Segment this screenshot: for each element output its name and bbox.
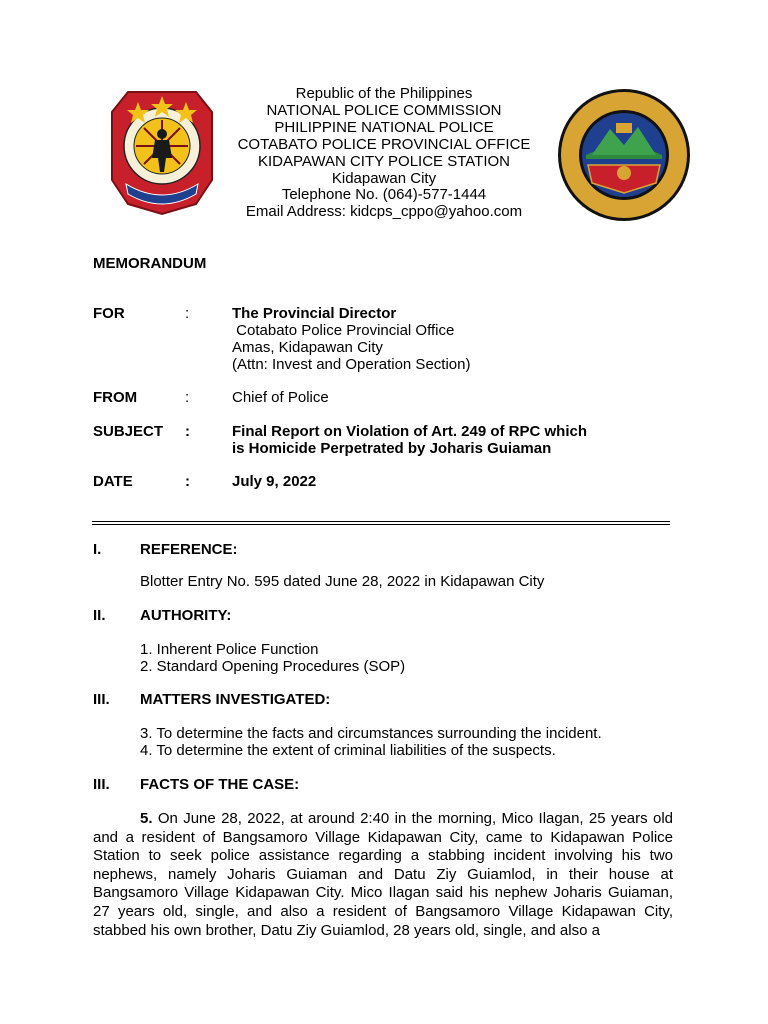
letterhead-line-republic: Republic of the Philippines [295,85,473,102]
authority-item: 1. Inherent Police Function [140,641,319,658]
letterhead-line-telephone: Telephone No. (064)-577-1444 [281,186,487,204]
letterhead-line-city: Kidapawan City [331,169,437,187]
facts-number: III. [93,776,110,793]
subject-value [232,423,587,457]
matters-item: 3. To determine the facts and circumstances surrounding the incident. [140,725,602,742]
for-office: Cotabato Police Provincial Office [232,322,455,339]
subject-label: SUBJECT [93,423,164,440]
date-value: July 9, 2022 [232,473,317,490]
from-colon: : [185,389,190,406]
matters-list [140,725,602,759]
authority-number: II. [93,607,106,624]
subject-colon: : [185,423,190,440]
letterhead [200,86,568,221]
for-label: FOR [93,305,125,322]
authority-item: 2. Standard Opening Procedures (SOP) [140,658,406,675]
letterhead-line-station: KIDAPAWAN CITY POLICE STATION [258,152,510,170]
from-value: Chief of Police [232,389,329,406]
reference-number: I. [93,541,102,558]
authority-heading: AUTHORITY: [140,607,232,624]
for-recipient: The Provincial Director [232,305,397,322]
for-colon: : [185,305,190,322]
memo-title: MEMORANDUM [93,255,207,272]
for-address: Amas, Kidapawan City [232,339,383,356]
letterhead-line-pnp: PHILIPPINE NATIONAL POLICE [274,118,494,136]
for-attention: (Attn: Invest and Operation Section) [232,356,471,373]
date-label: DATE [93,473,133,490]
date-colon: : [185,473,190,490]
facts-paragraph-text: On June 28, 2022, at around 2:40 in the morning, Mico Ilagan, 25 years old and a resident of Bangsamoro Village Kidapawan City, came to Kidapawan Police Station to seek police assistance regarding a stabbing incident involving his two nephews, namely Joharis Guiaman and Datu Ziy Guiamlod, in their house at Bangsamoro Village Kidapawan City. Mico Ilagan said his nephew Joharis Guiaman, 27 years old, single, and also a resident of Bangsamoro Village Kidapawan City, stabbed his own brother, Datu Ziy Guiamlod, 28 years old, single, and also a [93,810,673,939]
reference-body: Blotter Entry No. 595 dated June 28, 2022 in Kidapawan City [140,573,545,590]
divider-line-bottom [92,524,670,525]
letterhead-line-napolcom: NATIONAL POLICE COMMISSION [266,101,502,119]
facts-heading: FACTS OF THE CASE: [140,776,300,793]
matters-number: III. [93,691,110,708]
letterhead-line-email: Email Address: kidcps_cppo@yahoo.com [245,203,523,221]
from-label: FROM [93,389,138,406]
subject-line-2: is Homicide Perpetrated by Joharis Guiaman [232,440,552,457]
letterhead-line-cppo: COTABATO POLICE PROVINCIAL OFFICE [237,135,531,153]
kidapawan-seal-logo [556,87,692,223]
matters-heading: MATTERS INVESTIGATED: [140,691,331,708]
matters-item: 4. To determine the extent of criminal liabilities of the suspects. [140,742,556,759]
authority-list [140,641,405,675]
reference-heading: REFERENCE: [140,541,238,558]
subject-line-1: Final Report on Violation of Art. 249 of RPC which [232,423,588,440]
divider-line-top [92,521,670,522]
facts-paragraph [93,810,673,940]
for-value [232,305,470,373]
facts-paragraph-number: 5. [140,810,153,827]
